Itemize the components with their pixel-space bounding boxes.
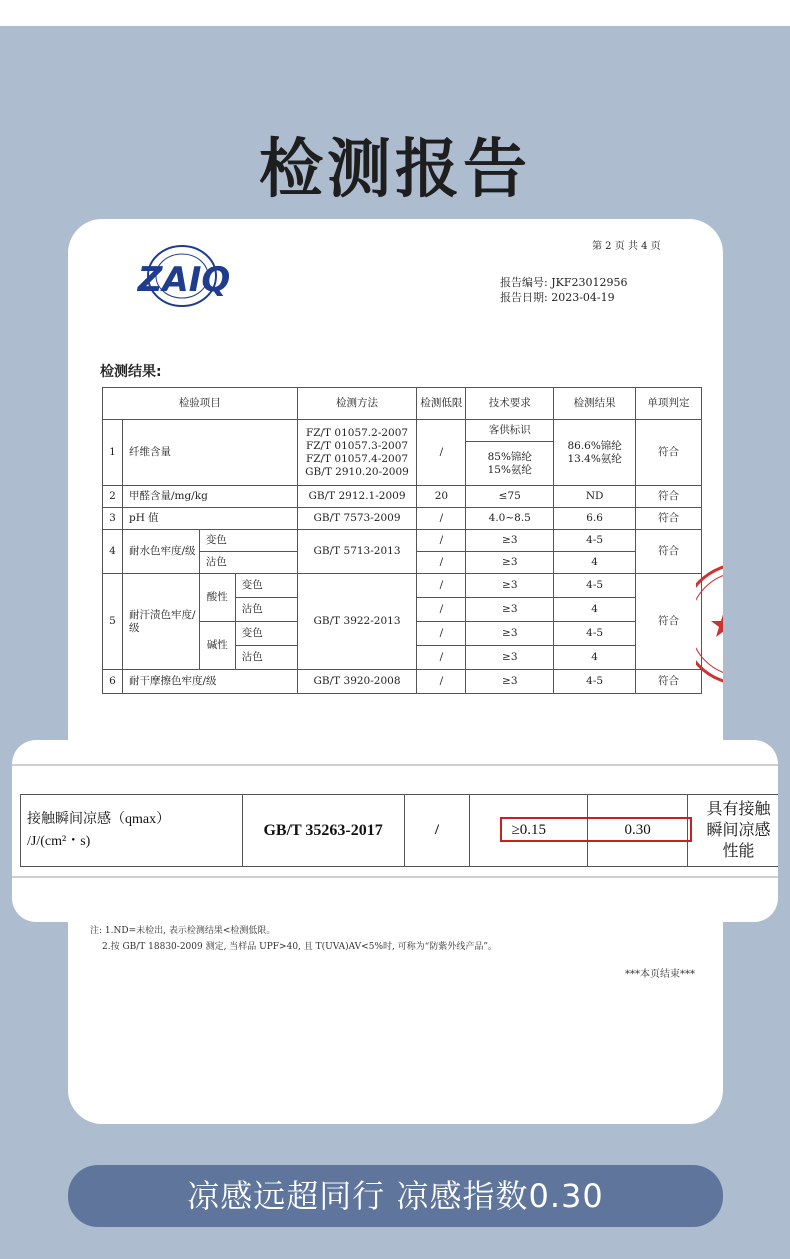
report-notes: 注: 1.ND=未检出, 表示检测结果<检测低限。 2.按 GB/T 18830-2009 测定, 当样品 UPF>40, 且 T(UVA)AV<5%时, 可称为“防紫外线产品”。: [90, 926, 497, 952]
report-number: JKF23012956: [551, 276, 628, 289]
svg-text:ZAIQ: ZAIQ: [137, 260, 231, 300]
zoom-result: 0.30: [588, 795, 688, 867]
table-row: 6 耐干摩擦色牢度/级 GB/T 3920-2008 / ≥3 4-5 符合: [103, 670, 702, 694]
page-end-note: ***本页结束***: [625, 969, 695, 980]
zoom-requirement: ≥0.15: [470, 795, 588, 867]
zoom-limit: /: [404, 795, 470, 867]
report-card: [68, 219, 723, 1124]
top-strip: [0, 0, 790, 26]
zaiq-logo: [120, 241, 250, 311]
table-row: 2 甲醛含量/mg/kg GB/T 2912.1-2009 20 ≤75 ND 符合: [103, 486, 702, 508]
zoom-judgement: 具有接触 瞬间凉感 性能: [688, 795, 778, 867]
bottom-banner: 凉感远超同行 凉感指数0.30: [68, 1165, 723, 1227]
page-title: 检测报告: [259, 133, 531, 207]
page-number: 第 2 页 共 4 页: [592, 241, 661, 252]
table-header: 检验项目 检测方法 检测低限 技术要求 检测结果 单项判定: [103, 388, 702, 420]
zoom-item: 接触瞬间凉感（qmax） /J/(cm²・s): [21, 795, 243, 867]
table-row: 1 纤维含量 FZ/T 01057.2-2007 FZ/T 01057.3-2007 FZ/T 01057.4-2007 GB/T 2910.20-2009 / 客供标识 86.6%锦纶 13.4%氨纶 符合: [103, 420, 702, 442]
zoom-method: GB/T 35263-2017: [242, 795, 404, 867]
report-info: 报告编号: JKF23012956 报告日期: 2023-04-19: [500, 276, 628, 304]
highlight-box: [500, 817, 692, 842]
report-date: 2023-04-19: [551, 291, 615, 304]
red-seal-stamp: [696, 549, 723, 699]
section-title: 检测结果:: [100, 364, 162, 380]
table-row: 4 耐水色牢度/级 变色 GB/T 5713-2013 / ≥3 4-5 符合: [103, 530, 702, 552]
results-table: 检验项目 检测方法 检测低限 技术要求 检测结果 单项判定 1 纤维含量 FZ/T 01057.2-2007 FZ/T 01057.3-2007 FZ/T 01057.4-2007 GB/T 2910.20-2009 / 客供标识 86.6%锦纶 13.4%氨纶 符合 85%锦纶 15%氨纶 2 甲醛含量/mg/kg GB/T 2912.1-2009 20 ≤75 ND 符合 3 pH 值 GB/T 7573-2009 / 4.0~8.5 6.6 符合 4 耐水色牢度/级 变色 GB/T 5713-2013 / ≥3 4-5 符合 沾色 / ≥3 4 5 耐汗渍色牢度/级 酸性 变色 GB/T 3922-2013 / ≥3 4-5 符合 沾色 / ≥3 4 碱性 变色 / ≥3 4-5 沾色 / ≥3 4 6 耐干摩擦色牢度/级 GB/T 3920-2008 / ≥3 4-5 符合: [102, 387, 702, 694]
table-row: 5 耐汗渍色牢度/级 酸性 变色 GB/T 3922-2013 / ≥3 4-5 符合: [103, 574, 702, 598]
table-row: 3 pH 值 GB/T 7573-2009 / 4.0~8.5 6.6 符合: [103, 508, 702, 530]
